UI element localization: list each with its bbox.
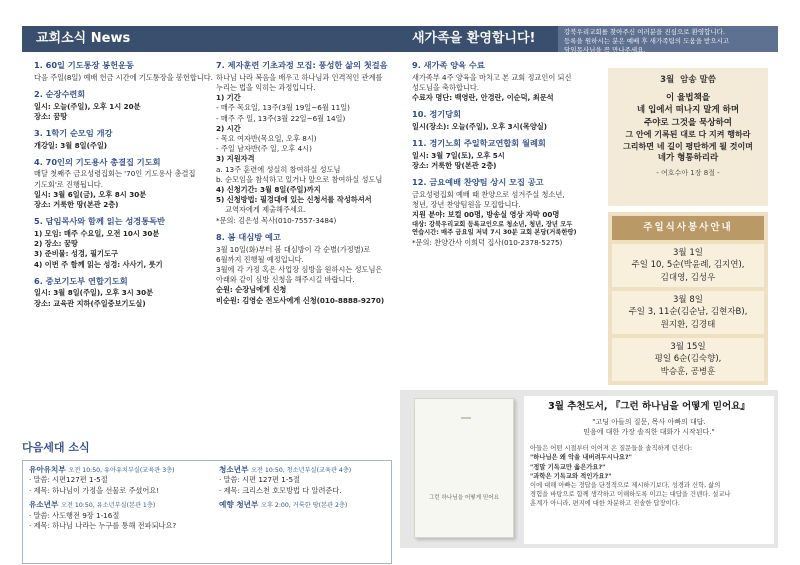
- group-heading: 유아유치부 오전 10:50, 유아유치부실(교육관 3층): [29, 464, 175, 474]
- meal-service-item: 3월 8일 주일 3, 11순(김순남, 김현자B), 원지환, 김경태: [612, 291, 764, 334]
- memory-verse-text: 이 율법책을 네 입에서 떠나지 말게 하며 주야로 그것을 묵상하여 그 안에 기록된 대로 다 지켜 행하라 그리하면 네 길이 평탄하게 될 것이며 네가 형통하리라: [623, 93, 753, 164]
- meal-service-item: 3월 1일 주일 10, 5순(박윤례, 김지연), 김대영, 김성우: [612, 244, 764, 287]
- news-item-5: 5. 담임목사와 함께 읽는 성경통독반 1) 모임: 매주 수요일, 오전 10시 30분 2) 장소: 꿈땅 3) 준비물: 성경, 필기도구 4) 이번 주 함께 읽는 성경: 사사기, 룻기: [34, 216, 165, 269]
- news-item-4: 4. 70인의 기도용사 총결집 기도회 매달 첫째주 금요성령집회는 '70인 기도용사 총결집 기도회'로 진행됩니다. 일시: 3월 6일(금), 오후 8시 30분 장소: 거룩한 땅(본관 2층): [34, 156, 196, 210]
- news-item-12: 12. 금요예배 찬양팀 상시 모집 공고 금요성령집회 예배 때 찬양으로 섬겨주실 청소년, 청년, 장년 찬양팀원을 모집합니다. 지원 분야: 보컬 00명, 방송실 영상 자막 00명 대상: 강북우리교회 등록교인으로 청소년, 청년, 장년 모두 연습시간: 매주 금요일 저녁 7시 30분 교회 본당(거룩한땅) *문의: 찬양간사 이희덕 집사(010-2378-5275): [412, 177, 577, 248]
- next-generation-right: 청소년부 오전 10:50, 청소년부실(교육관 4층) · 말씀: 시편 127편 1-5절 · 제목: 크리스천 호모방법 다 알려준다. 예향 청년부 오후 2:00, 거룩한 땅(본관 2층): [219, 465, 387, 511]
- news-item-2: 2. 순장수련회 일시: 오늘(주일), 오후 1시 20분 장소: 꿈땅: [34, 88, 141, 121]
- welcome-message: 강북우리교회를 찾아주신 여러분을 진심으로 환영합니다. 등록을 원하시는 분은 예배 후 새가족팀의 도움을 받으시고 담임목사님을 꼭 만나주세요.: [558, 26, 778, 52]
- news-item-3: 3. 1학기 순모임 개강 개강일: 3월 8일(주일): [34, 127, 113, 150]
- news-title: 교회소식 News: [36, 31, 131, 46]
- next-generation-box: [22, 460, 392, 564]
- welcome-banner: [400, 26, 778, 52]
- news-item-1: 1. 60일 기도통장 봉헌운동 다음 주일(8일) 예배 헌금 시간에 기도통장을 봉헌합니다.: [34, 60, 213, 82]
- news-item-8: 8. 봄 대심방 예고 3월 10일(화)부터 봄 대심방이 각 순별(가정별)로 6월까지 진행될 예정입니다. 3월에 각 가정 혹은 사업장 심방을 원하시는 성도님은 아래와 같이 심방 신청을 해주시길 바랍니다. 순원: 순장님에게 신청 비순원: 김영순 전도사에게 신청(010-8888-9270): [216, 231, 385, 305]
- news-column-2: [216, 60, 406, 312]
- next-generation-section: [22, 440, 392, 564]
- news-item-7: 7. 제자훈련 기초과정 모집: 풍성한 삶의 첫걸음 하나님 나라 복음을 배우고 하나님과 인격적인 관계를 누리는 법을 익히는 과정입니다. 1) 기간 - 매주 목요일, 13주(3월 19일~6월 11일) - 매주 주 일, 13주(3월 22일~6월 14일) 2) 시간 - 목요 여자반(목요일, 오후 8시) - 주일 남자반(주 일, 오후 4시) 3) 지원자격 a. 13주 훈련에 성실히 참여하실 성도님 b. 순모임을 참석하고 있거나 앞으로 참여하실 성도님 4) 신청기간: 3월 8일(주일)까지 5) 신청방법: 필경대에 있는 신청서를 작성하셔서 교역자에게 제출해주세요. *문의: 김은성 목사(010-7557-3484): [216, 60, 388, 225]
- news-column-1: [34, 60, 212, 315]
- book-cover-image: [414, 398, 514, 538]
- memory-verse-reference: - 여호수아 1장 8절 -: [656, 168, 720, 177]
- book-cover-title: 그런 하나님을 어떻게 믿어요: [428, 495, 500, 501]
- meal-service-item: 3월 15일 평일 6순(김숙향), 박승훈, 공병훈: [612, 338, 764, 381]
- next-generation-title: 다음세대 소식: [22, 441, 90, 454]
- news-item-9: 9. 새가족 양육 수료 새가족부 4주 양육을 마치고 본 교회 정교인이 되신 성도님을 축하합니다. 수료자 명단: 백영란, 안경란, 이순덕, 최문석: [412, 60, 572, 103]
- news-column-3: [412, 60, 604, 255]
- book-description: 3월 추천도서, 『그런 하나님을 어떻게 믿어요』 "고딩 아들의 질문, 목사 아빠의 대답. 믿음에 대한 가장 솔직한 대화가 시작된다." 아들은 어떤 시절부터 이어져 온 질문들을 솔직하게 던진다: "하나님은 왜 악을 내버려두시나요?" "정말 기독교만 옳은가요?" "과학은 기독교와 적인가요?" 이에 대해 아빠는 정답을 단정적으로 제시하기보다, 성경과 신학, 삶의 경험을 바탕으로 함께 생각하고 이해하도록 이끄는 대답을 건넨다. 설교나 훈계가 아니라, 편지에 대한 차분하고 진솔한 답장이다.: [524, 396, 774, 544]
- group-heading: 예향 청년부 오후 2:00, 거룩한 땅(본관 2층): [219, 499, 348, 509]
- meal-service-title: 주일식사봉사안내: [612, 216, 764, 240]
- memory-verse-title: 3월 암송 말씀: [660, 75, 716, 85]
- book-cover-mark: [461, 417, 471, 419]
- welcome-title: 새가족을 환영합니다!: [412, 31, 536, 46]
- news-item-11: 11. 경기노회 주일학교연합회 월례회 일시: 3월 7일(토), 오후 5시 장소: 거룩한 땅(본관 2층): [412, 138, 546, 171]
- memory-verse-box: [608, 68, 768, 206]
- meal-service-box: [608, 212, 768, 385]
- book-panel: [400, 390, 778, 548]
- book-title: 3월 추천도서, 『그런 하나님을 어떻게 믿어요』: [548, 401, 750, 412]
- group-heading: 유소년부 오전 10:50, 유소년부실(본관 1층): [29, 499, 156, 509]
- next-generation-left: 유아유치부 오전 10:50, 유아유치부실(교육관 3층) · 말씀: 시편127편 1-5절 · 제목: 하나님이 가정을 선물로 주셨어요! 유소년부 오전 10:50, 유소년부실(본관 1층) · 말씀: 사도행전 9장 1-16절 · 제목: 하나님 나라는 누구를 통해 전파되나요?: [29, 465, 219, 531]
- group-heading: 청소년부 오전 10:50, 청소년부실(교육관 4층): [219, 464, 352, 474]
- news-item-10: 10. 정기당회 일시(장소): 오늘(주일), 오후 3시(목양실): [412, 109, 548, 131]
- news-banner: [22, 26, 400, 52]
- news-item-6: 6. 중보기도부 연합기도회 일시: 3월 8일(주일), 오후 3시 30분 장소: 교육관 지하(주일중보기도실): [34, 275, 154, 308]
